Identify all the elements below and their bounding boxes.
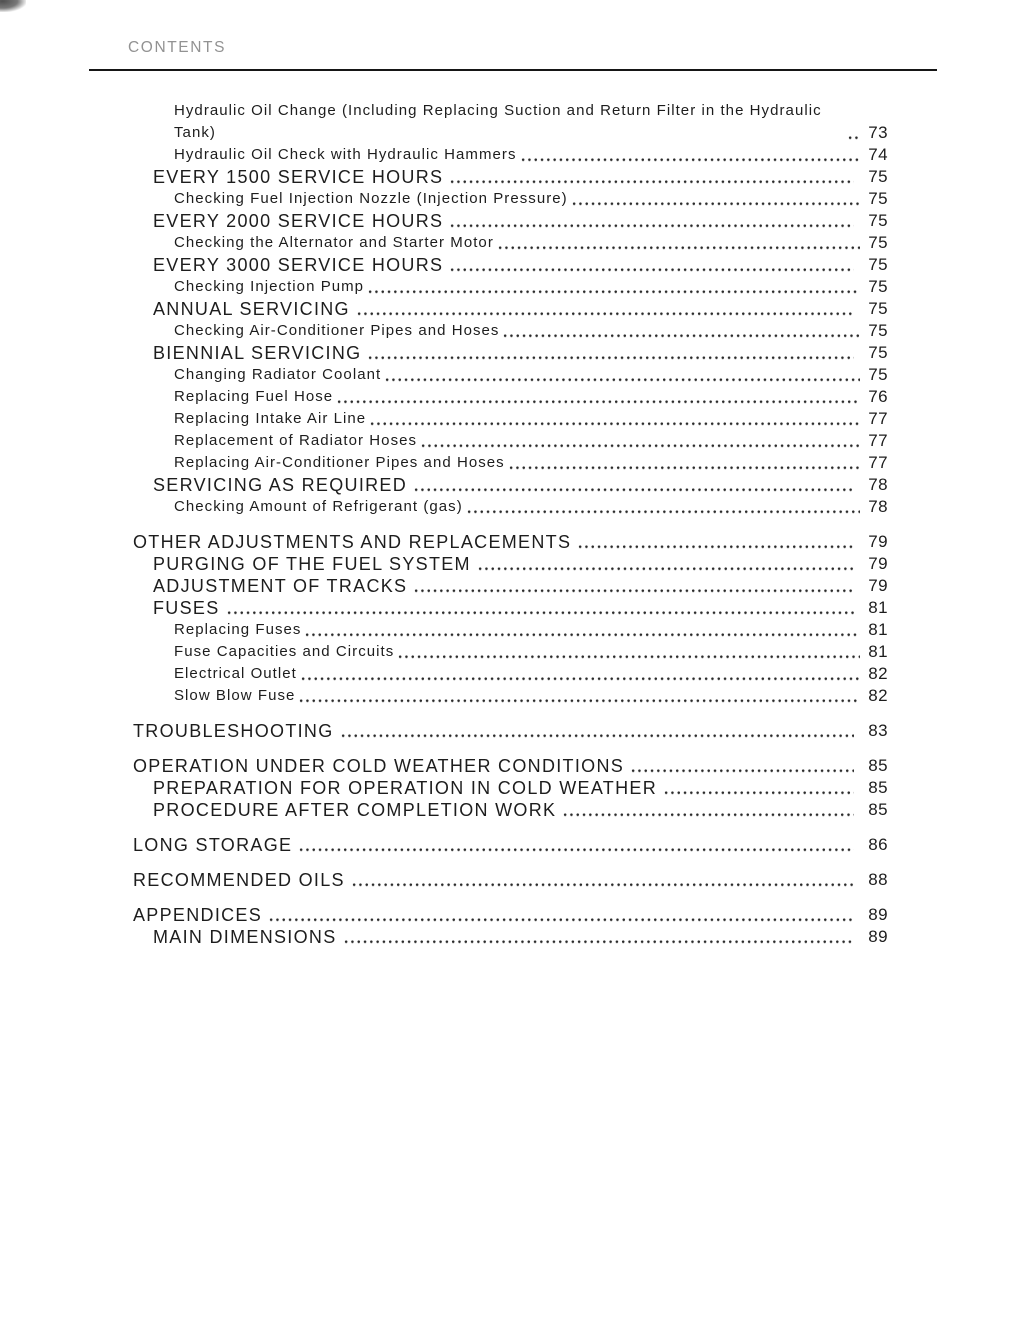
dot-leader (268, 918, 854, 921)
toc-entry-page-number: 75 (868, 365, 888, 384)
toc-entry (153, 298, 888, 320)
dot-leader (847, 136, 860, 139)
toc-entry-page-number: 85 (868, 778, 888, 797)
toc-entry-label: PREPARATION FOR OPERATION IN COLD WEATHER (153, 778, 658, 798)
toc-entry (133, 531, 888, 553)
toc-entry-label: Checking Fuel Injection Nozzle (Injection Pressure) (174, 190, 568, 207)
toc-entry-label: Hydraulic Oil Check with Hydraulic Hammers (174, 146, 517, 163)
dot-leader (449, 268, 854, 271)
toc-entry-page-number: 86 (868, 835, 888, 854)
dot-leader (413, 488, 854, 491)
toc-entry (174, 496, 888, 518)
toc-entry-page-number: 78 (868, 475, 888, 494)
toc-entry (174, 619, 888, 641)
toc-entry-page-number: 82 (868, 664, 888, 683)
toc-entry-label: Slow Blow Fuse (174, 687, 296, 704)
toc-entry (174, 685, 888, 707)
toc-entry-label: EVERY 1500 SERVICE HOURS (153, 167, 444, 187)
dot-leader (577, 545, 854, 548)
toc-entry-label: PROCEDURE AFTER COMPLETION WORK (153, 800, 557, 820)
toc-entry (174, 100, 888, 144)
toc-entry-page-number: 79 (868, 532, 888, 551)
dot-leader (343, 940, 854, 943)
toc-entry (153, 166, 888, 188)
dot-leader (367, 356, 854, 359)
dot-leader (336, 400, 860, 403)
toc-entry-page-number: 75 (868, 299, 888, 318)
toc-entry-label: Hydraulic Oil Change (Including Replacing Suction and Return Filter in the Hydraulic Tank) (174, 102, 822, 141)
toc-entry-page-number: 73 (868, 123, 888, 142)
dot-leader (298, 848, 854, 851)
toc-entry-page-number: 75 (868, 189, 888, 208)
toc-entry (174, 232, 888, 254)
toc-entry-page-number: 79 (868, 576, 888, 595)
dot-leader (340, 734, 854, 737)
dot-leader (562, 813, 854, 816)
toc-entry (153, 474, 888, 496)
toc-entry (133, 869, 888, 891)
page-header-title: CONTENTS (128, 39, 227, 56)
toc-entry (133, 904, 888, 926)
dot-leader (466, 510, 860, 513)
toc-entry-page-number: 75 (868, 255, 888, 274)
dot-leader (449, 180, 854, 183)
dot-leader (300, 677, 860, 680)
toc-entry-label: PURGING OF THE FUEL SYSTEM (153, 554, 471, 574)
toc-entry (153, 254, 888, 276)
toc-entry (174, 408, 888, 430)
toc-entry-page-number: 81 (868, 598, 888, 617)
dot-leader (630, 769, 854, 772)
toc-entry (174, 188, 888, 210)
toc-entry-label: Changing Radiator Coolant (174, 366, 382, 383)
header-rule (89, 69, 937, 71)
dot-leader (413, 589, 854, 592)
toc-entry (133, 755, 888, 777)
toc-entry-page-number: 89 (868, 905, 888, 924)
toc-entry-label: ADJUSTMENT OF TRACKS (153, 576, 408, 596)
toc-entry-label: Checking Injection Pump (174, 278, 365, 295)
toc-entry-page-number: 81 (868, 642, 888, 661)
toc-entry (174, 663, 888, 685)
toc-entry-page-number: 77 (868, 431, 888, 450)
toc-entry-label: EVERY 2000 SERVICE HOURS (153, 211, 444, 231)
toc-entry-page-number: 75 (868, 343, 888, 362)
toc-entry (153, 553, 888, 575)
dot-leader (304, 633, 860, 636)
toc-entry-label: MAIN DIMENSIONS (153, 927, 337, 947)
toc-entry-page-number: 76 (868, 387, 888, 406)
toc-entry-label: LONG STORAGE (133, 835, 293, 855)
toc-entry-label: Checking Amount of Refrigerant (gas) (174, 498, 463, 515)
dot-leader (508, 466, 860, 469)
toc-entry-label: Replacing Intake Air Line (174, 410, 367, 427)
toc-entry-page-number: 74 (868, 145, 888, 164)
toc-entry (153, 575, 888, 597)
toc-entry-label: Replacing Fuses (174, 621, 302, 638)
toc-entry-label: SERVICING AS REQUIRED (153, 475, 408, 495)
toc-entry-page-number: 89 (868, 927, 888, 946)
toc-entry (153, 597, 888, 619)
dot-leader (502, 334, 860, 337)
toc-entry (174, 641, 888, 663)
toc-entry (133, 720, 888, 742)
toc-entry-page-number: 75 (868, 321, 888, 340)
toc-entry-page-number: 79 (868, 554, 888, 573)
toc-entry (174, 320, 888, 342)
dot-leader (367, 290, 860, 293)
toc-entry-page-number: 75 (868, 277, 888, 296)
toc-entry-page-number: 77 (868, 409, 888, 428)
toc-entry (174, 364, 888, 386)
dot-leader (663, 791, 854, 794)
dot-leader (497, 246, 860, 249)
toc-entry-page-number: 82 (868, 686, 888, 705)
toc-entry (153, 926, 888, 948)
toc-entry (153, 210, 888, 232)
toc-entry-page-number: 88 (868, 870, 888, 889)
toc-entry (174, 452, 888, 474)
toc-entry-label: EVERY 3000 SERVICE HOURS (153, 255, 444, 275)
toc-entry-page-number: 77 (868, 453, 888, 472)
toc-entry-label: Replacing Air-Conditioner Pipes and Hoses (174, 454, 505, 471)
dot-leader (369, 422, 860, 425)
toc-entry (153, 777, 888, 799)
dot-leader (298, 699, 860, 702)
toc-entry-label: Electrical Outlet (174, 665, 297, 682)
toc-entry-label: APPENDICES (133, 905, 263, 925)
dot-leader (351, 883, 854, 886)
toc-entry (153, 799, 888, 821)
toc-entry (174, 430, 888, 452)
toc-entry-label: ANNUAL SERVICING (153, 299, 350, 319)
toc-entry-label: Replacing Fuel Hose (174, 388, 334, 405)
toc-entry (133, 834, 888, 856)
dot-leader (226, 611, 854, 614)
toc-entry-label: Checking the Alternator and Starter Motor (174, 234, 494, 251)
dot-leader (397, 655, 860, 658)
toc-entry (174, 386, 888, 408)
toc-entry-label: BIENNIAL SERVICING (153, 343, 362, 363)
toc-entry-page-number: 85 (868, 800, 888, 819)
toc-entry-page-number: 81 (868, 620, 888, 639)
dot-leader (520, 158, 860, 161)
toc-entry-page-number: 83 (868, 721, 888, 740)
dot-leader (420, 444, 860, 447)
toc-entry-label: Fuse Capacities and Circuits (174, 643, 395, 660)
dot-leader (477, 567, 854, 570)
toc-entry-label: Checking Air-Conditioner Pipes and Hoses (174, 322, 500, 339)
toc-entry-label: OTHER ADJUSTMENTS AND REPLACEMENTS (133, 532, 572, 552)
toc-entry-label: RECOMMENDED OILS (133, 870, 345, 890)
toc-entry-page-number: 78 (868, 497, 888, 516)
toc-entry-label: OPERATION UNDER COLD WEATHER CONDITIONS (133, 756, 625, 776)
dot-leader (384, 378, 860, 381)
toc-entry (174, 276, 888, 298)
scan-artifact-smudge (0, 0, 26, 12)
toc-entry-page-number: 75 (868, 211, 888, 230)
dot-leader (571, 202, 860, 205)
toc-entry-page-number: 75 (868, 233, 888, 252)
dot-leader (356, 312, 854, 315)
toc-entry-page-number: 85 (868, 756, 888, 775)
table-of-contents (133, 100, 888, 948)
toc-entry-label: TROUBLESHOOTING (133, 721, 334, 741)
dot-leader (449, 224, 854, 227)
toc-entry-page-number: 75 (868, 167, 888, 186)
toc-entry-label: FUSES (153, 598, 220, 618)
toc-entry (153, 342, 888, 364)
toc-entry (174, 144, 888, 166)
toc-entry-label: Replacement of Radiator Hoses (174, 432, 418, 449)
